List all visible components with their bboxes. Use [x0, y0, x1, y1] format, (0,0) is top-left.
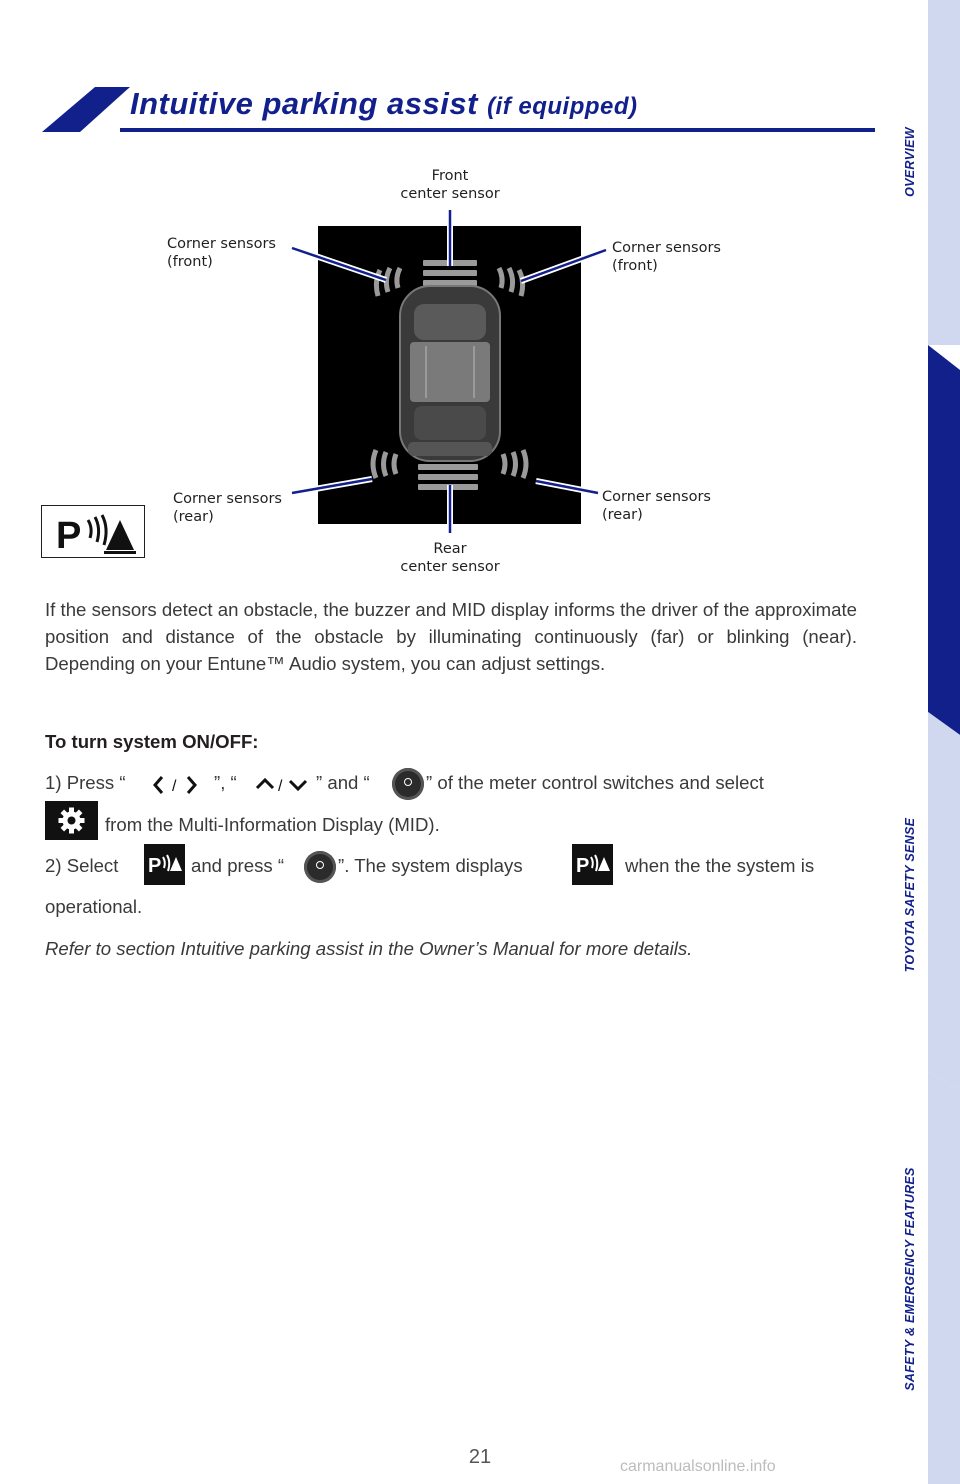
label-front-center-sensor: Front center sensor: [400, 168, 500, 202]
title-main: Intuitive parking assist: [130, 86, 478, 121]
parking-assist-icon: [42, 506, 146, 559]
svg-text:P: P: [576, 855, 590, 877]
tab-features-bg[interactable]: [928, 345, 960, 735]
settings-gear-icon: [45, 801, 98, 840]
reference-note: Refer to section Intuitive parking assist in the Owner’s Manual for more details.: [45, 938, 693, 959]
ok-button-icon-2: [304, 851, 336, 883]
tab-safety-sense-bg[interactable]: [928, 712, 960, 1090]
step1-text-d: ” of the meter control switches and select: [426, 772, 764, 793]
step2-text-c: ”. The system displays: [338, 855, 523, 876]
tab-safety-emergency[interactable]: SAFETY & EMERGENCY FEATURES: [903, 1167, 917, 1391]
tab-overview[interactable]: OVERVIEW: [903, 127, 917, 197]
label-corner-rear-right: Corner sensors (rear): [602, 489, 711, 523]
page-number: 21: [468, 1446, 492, 1468]
parking-assist-menu-icon: [144, 844, 185, 885]
step1-text-b: ”, “: [214, 772, 237, 793]
title-subtitle: (if equipped): [487, 93, 638, 120]
tab-overview-bg[interactable]: [928, 0, 960, 345]
step2-text-b: and press “: [191, 855, 285, 876]
svg-text:P: P: [148, 855, 162, 877]
watermark: carmanualsonline.info: [620, 1458, 776, 1475]
up-down-arrows-icon: [254, 774, 312, 796]
svg-text:/: /: [278, 778, 283, 795]
step1-text-e: from the Multi-Information Display (MID).: [105, 814, 440, 835]
parking-assist-indicator: [41, 505, 145, 558]
tab-emergency-bg[interactable]: [928, 1072, 960, 1484]
svg-text:P: P: [56, 515, 82, 557]
step2-text-e: operational.: [45, 896, 143, 917]
step2-text-d: when the the system is: [625, 855, 815, 876]
arrows-slash-1: /: [172, 778, 177, 795]
label-rear-center-sensor: Rear center sensor: [400, 541, 500, 575]
tab-toyota-safety-sense[interactable]: TOYOTA SAFETY SENSE: [903, 817, 917, 973]
label-corner-front-left: Corner sensors (front): [167, 236, 276, 270]
step2-text-a: 2) Select: [45, 855, 119, 876]
label-corner-front-right: Corner sensors (front): [612, 240, 721, 274]
section-heading: To turn system ON/OFF:: [45, 731, 259, 752]
ok-button-icon: [392, 768, 424, 800]
step1-text-c: ” and “: [316, 772, 370, 793]
description-paragraph: If the sensors detect an obstacle, the buzzer and MID display informs the driver of the approximate position and distance of the obstacle by illuminating continuously (far) or blinking (near). Depending on your Entune™ Audio system, you can adjust settings.: [45, 599, 857, 674]
parking-assist-status-icon: [572, 844, 613, 885]
label-corner-rear-left: Corner sensors (rear): [173, 491, 282, 525]
tab-features-operations[interactable]: FEATURES & OPERATIONS: [903, 439, 917, 611]
step1-text-a: 1) Press “: [45, 772, 126, 793]
left-right-arrows-icon: [152, 774, 202, 796]
